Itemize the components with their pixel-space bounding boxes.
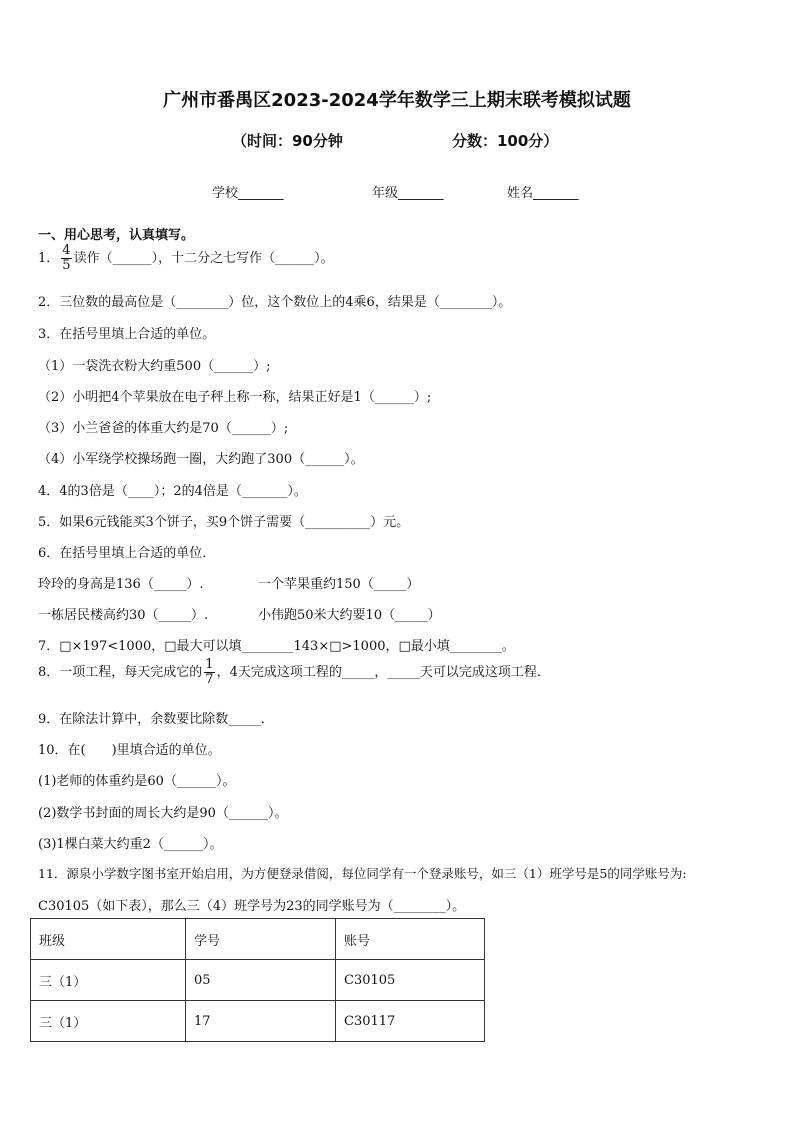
question-11-line-2: C30105（如下表），那么三（4）班学号为23的同学账号为（________）。 [38,899,466,914]
table-header-cell: 班级 [31,919,186,960]
question-3-3: （3）小兰爸爸的体重大约是70（______）; [38,421,289,436]
table-cell: 17 [186,1001,336,1042]
question-1 [38,244,334,273]
fraction-denominator: 5 [62,258,71,273]
table-row [31,960,485,1001]
school-field: 学校_______ [212,186,284,201]
question-3-4: （4）小军绕学校操场跑一圈，大约跑了300（______）。 [38,452,364,467]
question-6-d: 小伟跑50米大约要10（_____） [258,608,441,623]
account-table [30,918,485,1042]
question-3-2: （2）小明把4个苹果放在电子秤上称一称，结果正好是1（______）; [38,390,432,405]
question-10-1: (1)老师的体重约是60（______）。 [38,774,236,789]
page-title: 广州市番禺区2023-2024学年数学三上期末联考模拟试题 [163,90,631,111]
table-cell: C30117 [336,1001,485,1042]
question-8 [38,658,550,687]
question-6: 6．在括号里填上合适的单位． [38,546,216,561]
question-5: 5．如果6元钱能买3个饼子，买9个饼子需要（__________）元。 [38,515,410,530]
question-3: 3．在括号里填上合适的单位。 [38,327,216,342]
question-10-3: (3)1棵白菜大约重2（______）。 [38,837,223,852]
question-number: 1． [38,251,60,266]
fraction-numerator: 4 [62,243,71,258]
question-7: 7．□×197<1000，□最大可以填________143×□>1000，□最小填________。 [38,639,515,654]
exam-score: 分数：100分） [452,132,559,150]
question-4: 4．4的3倍是（____）；2的4倍是（_______）。 [38,484,307,499]
name-field: 姓名_______ [507,186,579,201]
question-6-b: 一个苹果重约150（_____） [258,577,420,592]
table-cell: C30105 [336,960,485,1001]
question-text: 读作（______），十二分之七写作（______）。 [73,251,334,266]
question-6-c: 一栋居民楼高约30（_____）. [38,608,209,623]
grade-field: 年级_______ [372,186,444,201]
question-11-line-1: 11．源泉小学数字图书室开始启用，为方便登录借阅，每位同学有一个登录账号，如三（1）班学号是5的同学账号为: [38,866,687,881]
question-text: ，4天完成这项工程的_____，_____天可以完成这项工程． [216,665,550,680]
section-heading: 一、用心思考，认真填写。 [38,228,195,243]
question-6-a: 玲玲的身高是136（_____）. [38,577,204,592]
question-9: 9．在除法计算中，余数要比除数_____． [38,712,274,727]
question-3-1: （1）一袋洗衣粉大约重500（______）; [38,359,271,374]
table-cell: 三（1） [31,1001,186,1042]
fraction-denominator: 7 [205,672,214,687]
fraction-numerator: 1 [205,657,214,672]
table-cell: 三（1） [31,960,186,1001]
fraction [204,658,214,687]
question-2: 2．三位数的最高位是（________）位，这个数位上的4乘6，结果是（________）。 [38,295,512,310]
question-text: 8．一项工程，每天完成它的 [38,665,203,680]
fraction [61,244,71,273]
table-header-cell: 学号 [186,919,336,960]
question-10-2: (2)数学书封面的周长大约是90（______）。 [38,806,288,821]
table-cell: 05 [186,960,336,1001]
table-header-cell: 账号 [336,919,485,960]
table-row [31,1001,485,1042]
exam-time: （时间：90分钟 [232,132,343,150]
table-header-row [31,919,485,960]
question-10: 10．在( )里填合适的单位。 [38,743,221,758]
